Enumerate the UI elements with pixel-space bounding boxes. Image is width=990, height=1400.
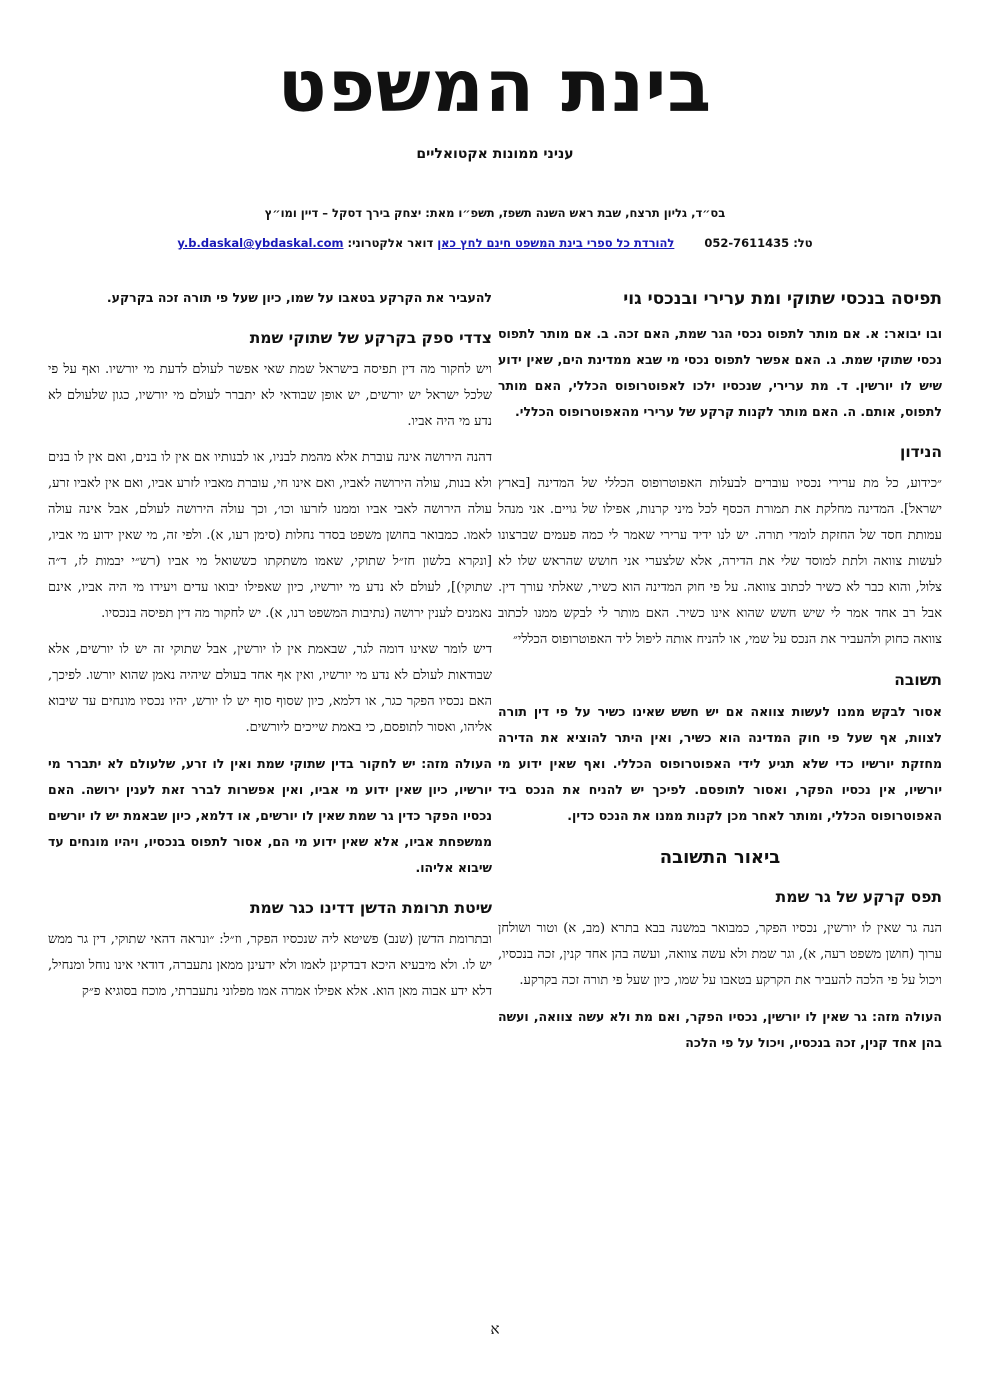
conclusion-convert: העולה מזה: גר שאין לו יורשין, נכסיו הפקר, ואם מת ולא עשה צוואה, ועשה בהן אחד קנין, זכה בנכסיו, ויכול על פי הלכה	[498, 1009, 942, 1050]
download-link[interactable]: להורדת כל ספרי בינת המשפט חינם לחץ כאן	[437, 236, 675, 250]
contact-line	[60, 236, 930, 250]
right-column	[498, 285, 942, 1066]
email-label: דואר אלקטרוני:	[347, 236, 434, 250]
left-column	[48, 285, 492, 1015]
paragraph: ויש לחקור מה דין תפיסה בישראל שמת שאי אפשר לעולם לדעת מי יורשיו. ואף על פי שלכל ישראל יש יורשים, יש אופן שבודאי לא יתברר לעולם מי יורשיו, כגון שלעולם לא נדע מי היה אביו.	[48, 362, 492, 429]
email-link[interactable]: y.b.daskal@ybdaskal.com	[177, 236, 344, 250]
conclusion-continuation: להעביר את הקרקע בטאבו על שמו, כיון שעל פי תורה זכה בקרקע.	[106, 290, 492, 305]
masthead	[0, 40, 990, 162]
answer-heading: תשובה	[894, 671, 942, 689]
answer-text: אסור לבקש ממנו לעשות צוואה אם יש חשש שאינו כשיר על פי דין תורה לצוות, אף שעל פי חוק המדינה הוא כשיר, ואין היתר להוציא את הדירה מחזקת יורשיו כדי שלא תגיע לידי האפוטרופוס הכללי. ואף שאין ידוע מי יורשיו, אין נכסיו הפקר, ואסור לתופסם. לפיכך יש להניח את הנכס ביד האפוטרופוס הכללי, ומותר לאחר מכן לקנות ממנו את הנכס כדין.	[498, 704, 942, 823]
paragraph: ובתרומת הדשן (שנב) פשיטא ליה שנכסיו הפקר, וז״ל: ״ונראה דהאי שתוקי, דין גר ממש יש לו. ולא מיבעיא היכא דבדקינן לאמו ולא ידעינן ממאן נתעברה, דודאי אינו נוחל ומנחיל, דלא ידע אבוה מאן הוא. אלא אפילו אמרה אמו מפלוני נתעברתי, מוכח בסוגיא פ״ק	[48, 932, 492, 999]
paragraph: דיש לומר שאינו דומה לגר, שבאמת אין לו יורשין, אבל שתוקי זה יש לו יורשים, אלא שבודאות לעולם לא נדע מי יורשיו, ואין אף אחד בעולם שיהיה נאמן שהוא יורשו. לפיכך, האם נכסיו הפקר כגר, או דלמא, כיון שסוף סוף יש לו יורש, יהיו נכסיו מונחים עד שיבוא אליהו, ואסור לתופסם, כי באמת שייכים ליורשים.	[48, 642, 492, 735]
paragraph: דהנה הירושה אינה עוברת אלא מהמת לבניו, או לבנותיו אם אין לו בנים, ואם אין לו בנים ולא בנות, עולה הירושה לאביו, ואם אינו חי, עוברת מאביו לזרע אביו, ואם אין לאביו זרע, עולה הירושה לאבי אביו וממנו לזרעו וכו׳, וכך עולה הירושה לעולם, אבל אינה עולה לאמו. כמבואר בחושן משפט בסדר נחלות (סימן רעו, א). ולפי זה, מי שאין ידוע מי אביו, [ונקרא בלשון חז״ל שתוקי, שאמו משתקתו כששואל מי אביו (רש״י יבמות לז, ד״ה שתוקי)], לעולם לא נדע מי יורשיו, כיון שאפילו יבואו עדים ויעידו מי היה אביו, אינם נאמנים לענין ירושה (נתיבות המשפט רנו, א). יש לחקור מה דין תפיסה בנכסיו.	[48, 450, 492, 621]
section-text-convert: הנה גר שאין לו יורשין, נכסיו הפקר, כמבואר במשנה בבא בתרא (מב, א) וטור ושולחן ערוך (חושן משפט רעה, א), וגר שמת ולא עשה צוואה, ועשה בהן אחד קנין, זכה בנכסיו, ויכול על פי הלכה להעביר את הקרקע בטאבו על שמו, כיון שעל פי תורה זכה בקרקע.	[498, 921, 942, 988]
section-heading-shtuki: צדדי ספק בקרקע של שתוקי שמת	[249, 329, 492, 347]
issue-line: בס״ד, גליון תרצח, שבת ראש השנה תשפז, תשפ״ו מאת: יצחק בירך דסקל – דיין ומו״ץ	[264, 206, 726, 220]
section-heading-terumat-hadeshen: שיטת תרומת הדשן דדינו כגר שמת	[249, 899, 492, 917]
section-heading-convert: תפס קרקע של גר שמת	[775, 888, 942, 906]
article-intro: ובו יבואר: א. אם מותר לתפוס נכסי הגר שמת, האם זכה. ב. אם מותר לתפוס נכסי שתוקי שמת. ג. האם אפשר לתפוס נכסי מי שבא ממדינת הים, שאין ידוע שיש לו יורשין. ד. מת ערירי, שנכסיו ילכו לאפוטרופוס הכללי, האם מותר לתפוס, אותם. ה. האם מותר לקנות קרקע של ערירי מהאפוטרופוס הכללי.	[498, 326, 942, 419]
page-number: א	[490, 1320, 500, 1338]
article-heading: תפיסה בנכסי שתוקי ומת ערירי ובנכסי גוי	[623, 289, 942, 309]
phone-label: טל: 052-7611435	[704, 236, 813, 250]
publication-subtitle: עניני ממונות אקטואליים	[416, 146, 574, 162]
conclusion-shtuki: העולה מזה: יש לחקור בדין שתוקי שמת ואין לו זרע, שלעולם לא יתברר מי יורשיו, כיון שאין ידוע מי אביו, ואין אפשרות לברר זאת לענין ירושה. האם נכסיו הפקר כדין גר שמת שאין לו יורשים, או דלמא, כיון שבאמת יש לו יורשים ממשפחת אביו, אלא שאין ידוע מי הם, אסור לתפוס בנכסיו, ויהיו מונחים עד שיבוא אליהו.	[48, 756, 492, 875]
publication-title: בינת המשפט	[277, 44, 713, 128]
case-heading: הנידון	[900, 443, 942, 461]
explanation-heading: ביאור התשובה	[659, 847, 781, 868]
case-text: ״כידוע, כל מת ערירי נכסיו עוברים לבעלות האפוטרופוס הכללי של המדינה [בארץ ישראל]. המדינה מחלקת את תמורת הכסף לכל מיני קרנות, אפילו של גויים. אני מנהל עמותת חסד של החזקת לומדי תורה. יש לנו ידיד ערירי שאמר לי כמה פעמים שברצונו לעשות צוואה ולתת למוסד שלי את הדירה, אלא שלצערי אני חושש שהראש שלו לא צלול, והוא כבר לא כשיר לכתוב צוואה. על פי חוק המדינה הוא כשיר, שאלתי עורך דין. אבל רב אחד אמר לי שיש חשש שהוא אינו כשיר. האם מותר לי לבקש ממנו לכתוב צוואה כחוק ולהעביר את הנכס על שמי, או להניח אותה ליפול ליד האפוטרופוס הכללי״	[498, 476, 942, 647]
